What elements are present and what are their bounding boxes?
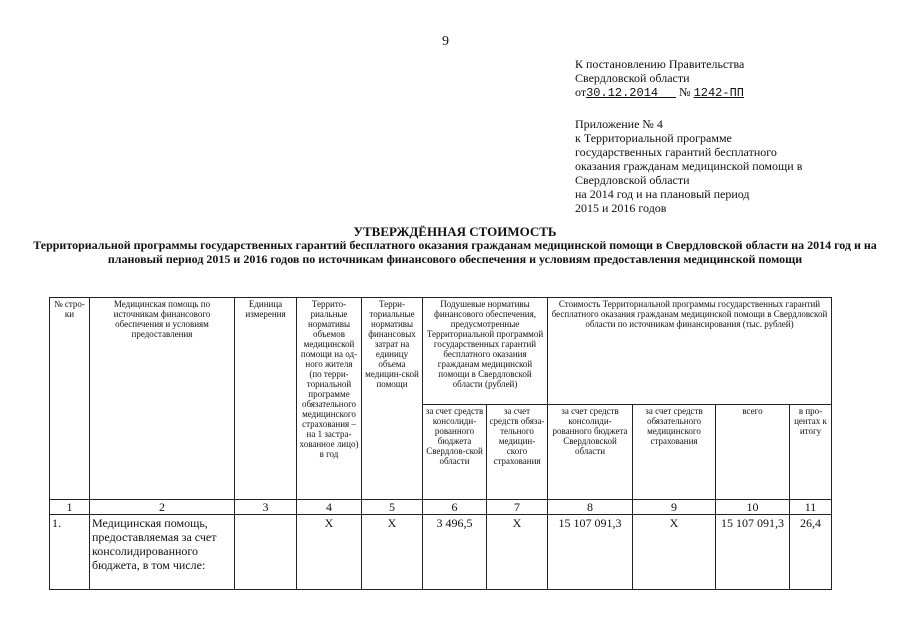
header-cost-oms: за счет средств обязательного медицинского страхования: [633, 405, 716, 500]
appendix-line: Свердловской области: [575, 173, 690, 187]
column-number: 7: [487, 500, 548, 515]
decree-number: 1242-ПП: [693, 86, 744, 100]
header-volume-norms: Террито-риальные нормативы объемов медицинской помощи на од-ного жителя (по терри-ториальной программе обязательного медицинского страхования – на 1 застра-хованное лицо) в год: [297, 298, 362, 500]
document-subtitle: Территориальной программы государственных гарантий бесплатного оказания гражданам медицинской помощи в Свердловской области на 2014 год и на плановый период 2015 и 2016 годов по источникам финансового обеспечения и условиям предоставления медицинской помощи: [33, 238, 877, 266]
appendix-line: на 2014 год и на плановый период: [575, 187, 750, 201]
header-total: всего: [716, 405, 790, 500]
row-cost-norm: Х: [362, 515, 423, 590]
cost-table: [49, 297, 832, 590]
document-title: УТВЕРЖДЁННАЯ СТОИМОСТЬ: [353, 224, 557, 239]
row-number: 1.: [50, 515, 90, 590]
header-consolidated-budget: за счет средств консолиди-рованного бюджета Свердлов-ской области: [423, 405, 487, 500]
appendix-line: к Территориальной программе: [575, 131, 732, 145]
header-program-cost-group: Стоимость Территориальной программы государственных гарантий бесплатного оказания гражданам медицинской помощи в Свердловской области по источникам финансирования (тыс. рублей): [548, 298, 832, 405]
appendix-line: оказания гражданам медицинской помощи в: [575, 159, 803, 173]
decree-from-label: от: [575, 85, 587, 99]
column-number: 6: [423, 500, 487, 515]
row-cost-budget: 15 107 091,3: [548, 515, 633, 590]
header-medical-care: Медицинская помощь по источникам финансового обеспечения и условиям предоставления: [90, 298, 235, 500]
row-per-capita-oms: Х: [487, 515, 548, 590]
column-number: 5: [362, 500, 423, 515]
row-cost-total: 15 107 091,3: [716, 515, 790, 590]
row-cost-oms: Х: [633, 515, 716, 590]
header-cost-norms: Терри-ториальные нормативы финансовых затрат на единицу объема медицин-ской помощи: [362, 298, 423, 500]
decree-reference: [575, 57, 875, 100]
decree-line-1: К постановлению Правительства: [575, 57, 745, 71]
column-numbers-row: [50, 500, 832, 515]
appendix-line: Приложение № 4: [575, 117, 663, 131]
appendix-line: государственных гарантий бесплатного: [575, 145, 777, 159]
row-name: Медицинская помощь, предоставляемая за счет консолидированного бюджета, в том числе:: [90, 515, 235, 590]
column-number: 4: [297, 500, 362, 515]
appendix-block: [575, 117, 875, 215]
column-number: 11: [790, 500, 832, 515]
header-unit: Единица измерения: [235, 298, 297, 500]
header-per-capita-group: Подушевые нормативы финансового обеспечения, предусмотренные Территориальной программой государственных гарантий бесплатного оказания гражданам медицинской помощи в Свердловской области (рублей): [423, 298, 548, 405]
column-number: 2: [90, 500, 235, 515]
appendix-line: 2015 и 2016 годов: [575, 201, 667, 215]
column-number: 10: [716, 500, 790, 515]
row-unit: [235, 515, 297, 590]
decree-line-2: Свердловской области: [575, 71, 690, 85]
row-per-capita-budget: 3 496,5: [423, 515, 487, 590]
table-row: [50, 515, 832, 590]
column-number: 1: [50, 500, 90, 515]
page-number: 9: [442, 34, 449, 49]
header-cost-consolidated: за счет средств консолиди-рованного бюджета Свердловской области: [548, 405, 633, 500]
decree-number-label: №: [679, 85, 691, 99]
decree-date-line: [575, 85, 875, 100]
row-percent: 26,4: [790, 515, 832, 590]
header-row-number: № стро-ки: [50, 298, 90, 500]
header-oms: за счет средств обяза-тельного медицин-ского страхования: [487, 405, 548, 500]
row-volume-norm: Х: [297, 515, 362, 590]
column-number: 3: [235, 500, 297, 515]
header-percent: в про-центах к итогу: [790, 405, 832, 500]
column-number: 8: [548, 500, 633, 515]
decree-date: 30.12.2014: [586, 86, 659, 100]
column-number: 9: [633, 500, 716, 515]
